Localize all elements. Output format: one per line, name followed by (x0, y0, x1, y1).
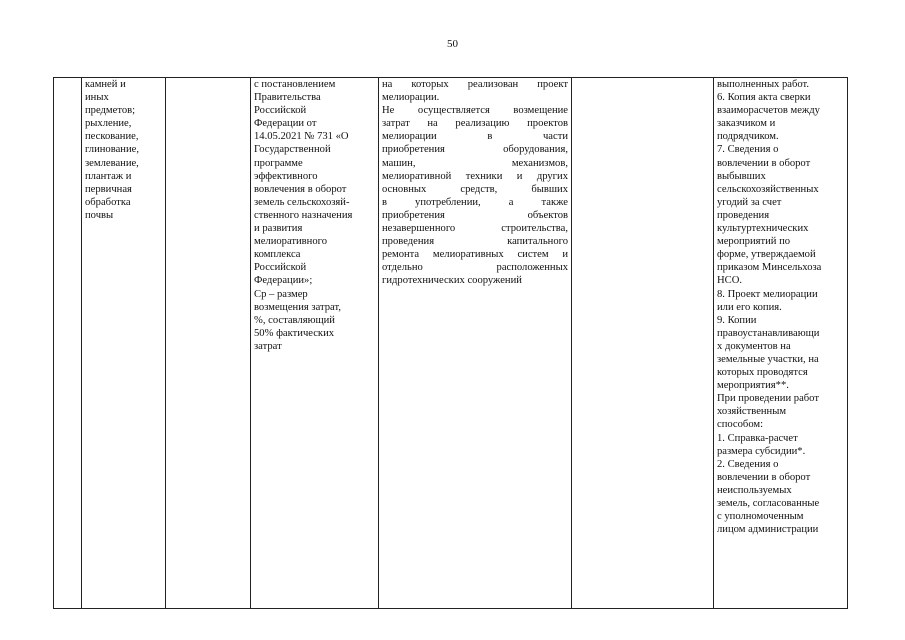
text-line: НСО. (717, 275, 743, 287)
text-line: %, составляющий (254, 314, 335, 326)
text-line: земель, согласованные (717, 498, 820, 509)
text-line: глинование, (85, 144, 139, 156)
text-line: 2. Сведения о (717, 458, 779, 470)
text-line: в употреблении, а также (382, 196, 568, 208)
text-line: почвы (85, 209, 114, 221)
text-line: 8. Проект мелиорации (717, 288, 818, 300)
text-line: мероприятия**. (717, 380, 789, 392)
text-line: плантаж и (85, 170, 132, 182)
text-line: способом: (717, 419, 764, 431)
text-line: Российской (254, 262, 307, 274)
text-line: возмещения затрат, (254, 301, 341, 313)
cell-conditions (379, 78, 572, 609)
text-line: Федерации от (254, 118, 317, 130)
text-line: 9. Копии (717, 314, 757, 326)
text-line: Правительства (254, 92, 321, 104)
text-line: приказом Минсельхоза (717, 262, 822, 274)
text-line: хозяйственным (717, 406, 787, 418)
text-line: гидротехнических сооружений (382, 275, 522, 287)
text-line: неиспользуемых (717, 484, 792, 496)
text-line: или его копия. (717, 301, 782, 313)
text-line: и развития (254, 223, 303, 235)
text-line: мелиоративной техники и других (382, 170, 568, 182)
text-line: форме, утверждаемой (717, 249, 816, 261)
text-line: основных средств, бывших (382, 183, 568, 195)
text-line: предметов; (85, 105, 136, 117)
text-line: проведения капитального (382, 236, 568, 248)
text-line: Российской (254, 105, 307, 117)
text-line: х документов на (717, 340, 791, 352)
text-line: лицом администрации (717, 524, 819, 536)
documents-text (717, 78, 844, 536)
text-line: на которых реализован проект (382, 79, 568, 90)
text-line: пескование, (85, 131, 139, 143)
text-line: выбывших (717, 170, 766, 182)
cell-calculation (251, 78, 379, 609)
text-line: Государственной (254, 144, 331, 156)
text-line: машин, механизмов, (382, 157, 568, 169)
text-line: размера субсидии*. (717, 445, 806, 457)
page-number: 50 (447, 38, 458, 50)
text-line: земельные участки, на (717, 353, 819, 365)
text-line: Федерации»; (254, 275, 313, 287)
work-types-text (85, 78, 162, 222)
text-line: мелиорации. (382, 92, 440, 104)
text-line: иных (85, 92, 109, 104)
text-line: вовлечении в оборот (717, 157, 811, 169)
text-line: взаиморасчетов между (717, 105, 820, 117)
text-line: ственного назначения (254, 209, 353, 221)
text-line: 1. Справка-расчет (717, 432, 798, 444)
text-line: затрат (254, 340, 282, 352)
text-line: отдельно расположенных (382, 262, 568, 274)
text-line: угодий за счет (717, 196, 782, 208)
cell-col3 (166, 78, 251, 609)
text-line: 7. Сведения о (717, 144, 779, 156)
text-line: мелиорации в части (382, 131, 568, 143)
cell-col1 (54, 78, 82, 609)
text-line: При проведении работ (717, 393, 819, 405)
text-line: 6. Копия акта сверки (717, 92, 811, 104)
text-line: землевание, (85, 157, 139, 169)
text-line: Не осуществляется возмещение (382, 105, 568, 117)
text-line: с постановлением (254, 79, 336, 90)
text-line: приобретения объектов (382, 209, 568, 221)
text-line: 50% фактических (254, 327, 335, 339)
text-line: 14.05.2021 № 731 «О (254, 131, 349, 143)
text-line: сельскохозяйственных (717, 183, 819, 195)
text-line: которых проводятся (717, 367, 808, 379)
text-line: незавершенного строительства, (382, 223, 568, 235)
text-line: заказчиком и (717, 118, 776, 130)
cell-col6 (572, 78, 714, 609)
text-line: камней и (85, 79, 126, 90)
calculation-text (254, 78, 375, 353)
table-row (54, 78, 848, 609)
text-line: подрядчиком. (717, 131, 779, 143)
text-line: культуртехнических (717, 223, 809, 235)
text-line: рыхление, (85, 118, 132, 130)
text-line: вовлечения в оборот (254, 183, 347, 195)
text-line: земель сельскохозяй- (254, 196, 350, 208)
text-line: вовлечении в оборот (717, 471, 811, 483)
conditions-text (382, 78, 568, 288)
text-line: первичная (85, 183, 132, 195)
text-line: затрат на реализацию проектов (382, 118, 568, 130)
cell-work-types (82, 78, 166, 609)
document-table (53, 77, 848, 609)
text-line: мероприятий по (717, 236, 791, 248)
cell-documents (714, 78, 848, 609)
text-line: выполненных работ. (717, 79, 810, 90)
text-line: эффективного (254, 170, 318, 182)
text-line: с уполномоченным (717, 511, 804, 523)
text-line: мелиоративного (254, 236, 328, 248)
text-line: программе (254, 157, 303, 169)
text-line: комплекса (254, 249, 301, 261)
text-line: проведения (717, 209, 770, 221)
text-line: обработка (85, 196, 131, 208)
text-line: приобретения оборудования, (382, 144, 568, 156)
text-line: ремонта мелиоративных систем и (382, 249, 568, 261)
text-line: правоустанавливающи (717, 327, 820, 339)
text-line: Ср – размер (254, 288, 308, 300)
